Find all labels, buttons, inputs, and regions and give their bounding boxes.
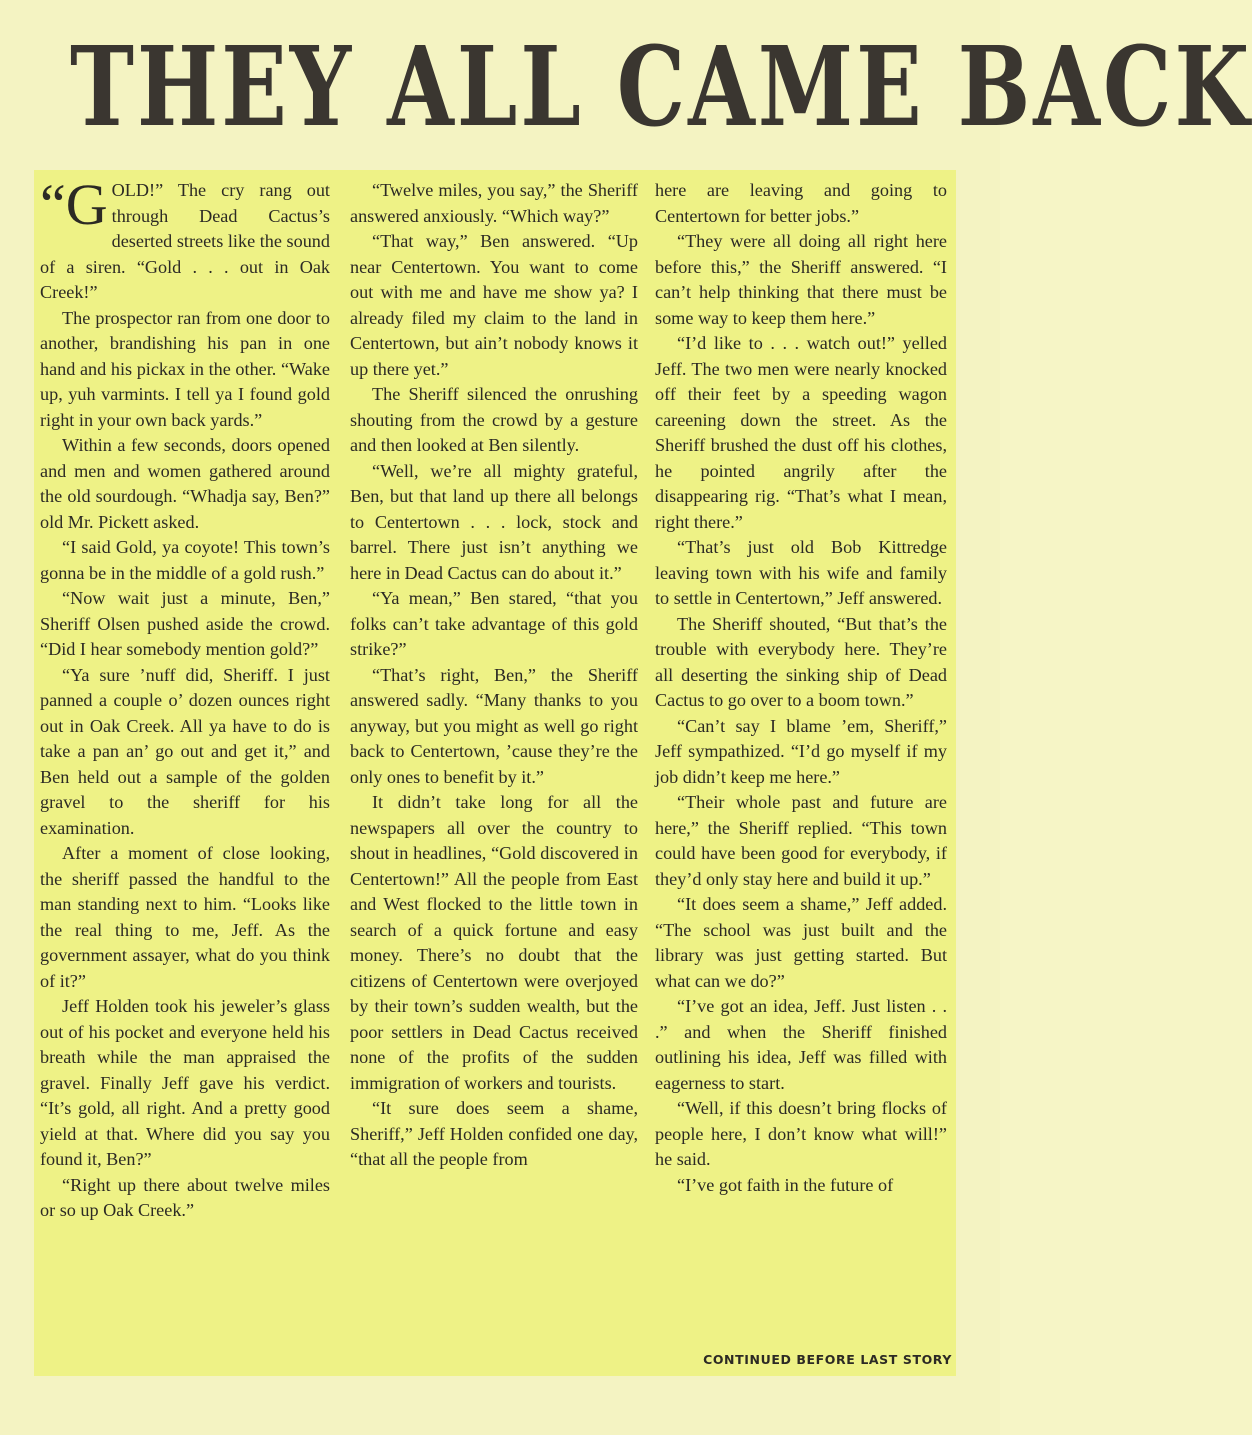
paragraph: After a moment of close looking, the sheriff passed the handful to the man standing next to him. “Looks like the real thing to me, Jeff. As the government assayer, what do you think of it?” (40, 843, 330, 991)
paragraph: “Now wait just a minute, Ben,” Sheriff Olsen pushed aside the crowd. “Did I hear somebody mention gold?” (40, 588, 330, 659)
story-title: THEY ALL CAME BACK (70, 22, 1252, 153)
paragraph: “Well, we’re all mighty grateful, Ben, but that land up there all belongs to Centertown . . . lock, stock and barrel. There just isn’t anything we here in Dead Cactus can do about it.” (350, 460, 638, 583)
column-2 (350, 178, 638, 1173)
paragraph: Jeff Holden took his jeweler’s glass out of his pocket and everyone held his breath while the man appraised the gravel. Finally Jeff gave his verdict. “It’s gold, all right. And a pretty good yield at that. Where did you say you found it, Ben?” (40, 996, 330, 1169)
paragraph: “Ya mean,” Ben stared, “that you folks can’t take advantage of this gold strike?” (350, 588, 638, 659)
paragraph: “I’d like to . . . watch out!” yelled Jeff. The two men were nearly knocked off their feet by a speeding wagon careening down the street. As the Sheriff brushed the dust off his clothes, he pointed angrily after the disappearing rig. “That’s what I mean, right there.” (655, 333, 947, 532)
paragraph: “Well, if this doesn’t bring flocks of people here, I don’t know what will!” he said. (655, 1098, 947, 1169)
paragraph: “Can’t say I blame ’em, Sheriff,” Jeff sympathized. “I’d go myself if my job didn’t keep me here.” (655, 715, 947, 787)
paragraph: here are leaving and going to Centertown for better jobs.” (655, 180, 947, 226)
drop-cap: “G (40, 172, 108, 237)
paragraph: “It does seem a shame,” Jeff added. “The school was just built and the library was just getting started. But what can we do?” (655, 894, 947, 991)
paragraph: “That’s just old Bob Kittredge leaving town with his wife and family to settle in Centertown,” Jeff answered. (655, 537, 947, 608)
paragraph: “Twelve miles, you say,” the Sheriff answered anxiously. “Which way?” (350, 180, 638, 226)
paragraph: “Ya sure ’nuff did, Sheriff. I just panned a couple o’ dozen ounces right out in Oak Creek. All ya have to do is take a pan an’ go out and get it,” and Ben held out a sample of the golden gravel to the sheriff for his examination. (40, 664, 330, 838)
paragraph: “Right up there about twelve miles or so up Oak Creek.” (40, 1174, 330, 1220)
paragraph: The Sheriff silenced the onrushing shouting from the crowd by a gesture and then looked at Ben silently. (350, 384, 638, 455)
paragraph: Within a few seconds, doors opened and men and women gathered around the old sourdough. “Whadja say, Ben?” old Mr. Pickett asked. (40, 435, 330, 532)
paragraph: “They were all doing all right here before this,” the Sheriff answered. “I can’t help thinking that there must be some way to keep them here.” (655, 231, 947, 328)
paragraph: “That way,” Ben answered. “Up near Centertown. You want to come out with me and have me show ya? I already filed my claim to the land in Centertown, but ain’t nobody knows it up there yet.” (350, 231, 638, 379)
paragraph: It didn’t take long for all the newspapers all over the country to shout in headlines, “Gold discovered in Centertown!” All the people from East and West flocked to the little town in search of a quick fortune and easy money. There’s no doubt that the citizens of Centertown were overjoyed by their town’s sudden wealth, but the poor settlers in Dead Cactus received none of the profits of the sudden immigration of workers and tourists. (350, 792, 638, 1093)
paragraph: “It sure does seem a shame, Sheriff,” Jeff Holden confided one day, “that all the people from (350, 1098, 638, 1169)
paragraph: “Their whole past and future are here,” the Sheriff replied. “This town could have been good for everybody, if they’d only stay here and build it up.” (655, 792, 947, 889)
paragraph: “I’ve got faith in the future of (677, 1174, 894, 1195)
column-3 (655, 178, 947, 1198)
paragraph: “GOLD!” The cry rang out through Dead Cactus’s deserted streets like the sound of a siren. “Gold . . . out in Oak Creek!” (40, 172, 330, 302)
paragraph: “That’s right, Ben,” the Sheriff answered sadly. “Many thanks to you anyway, but you might as well go right back to Centertown, ’cause they’re the only ones to benefit by it.” (350, 664, 638, 787)
paragraph: The Sheriff shouted, “But that’s the trouble with everybody here. They’re all deserting the sinking ship of Dead Cactus to go over to a boom town.” (655, 613, 947, 710)
paragraph: The prospector ran from one door to another, brandishing his pan in one hand and his pickax in the other. “Wake up, yuh varmints. I tell ya I found gold right in your own back yards.” (40, 307, 330, 430)
continued-note: CONTINUED BEFORE LAST STORY (703, 1352, 952, 1367)
paragraph: “I said Gold, ya coyote! This town’s gonna be in the middle of a gold rush.” (40, 537, 330, 583)
column-1 (40, 172, 330, 1224)
paragraph: “I’ve got an idea, Jeff. Just listen . . .” and when the Sheriff finished outlining his idea, Jeff was filled with eagerness to start. (655, 996, 947, 1093)
